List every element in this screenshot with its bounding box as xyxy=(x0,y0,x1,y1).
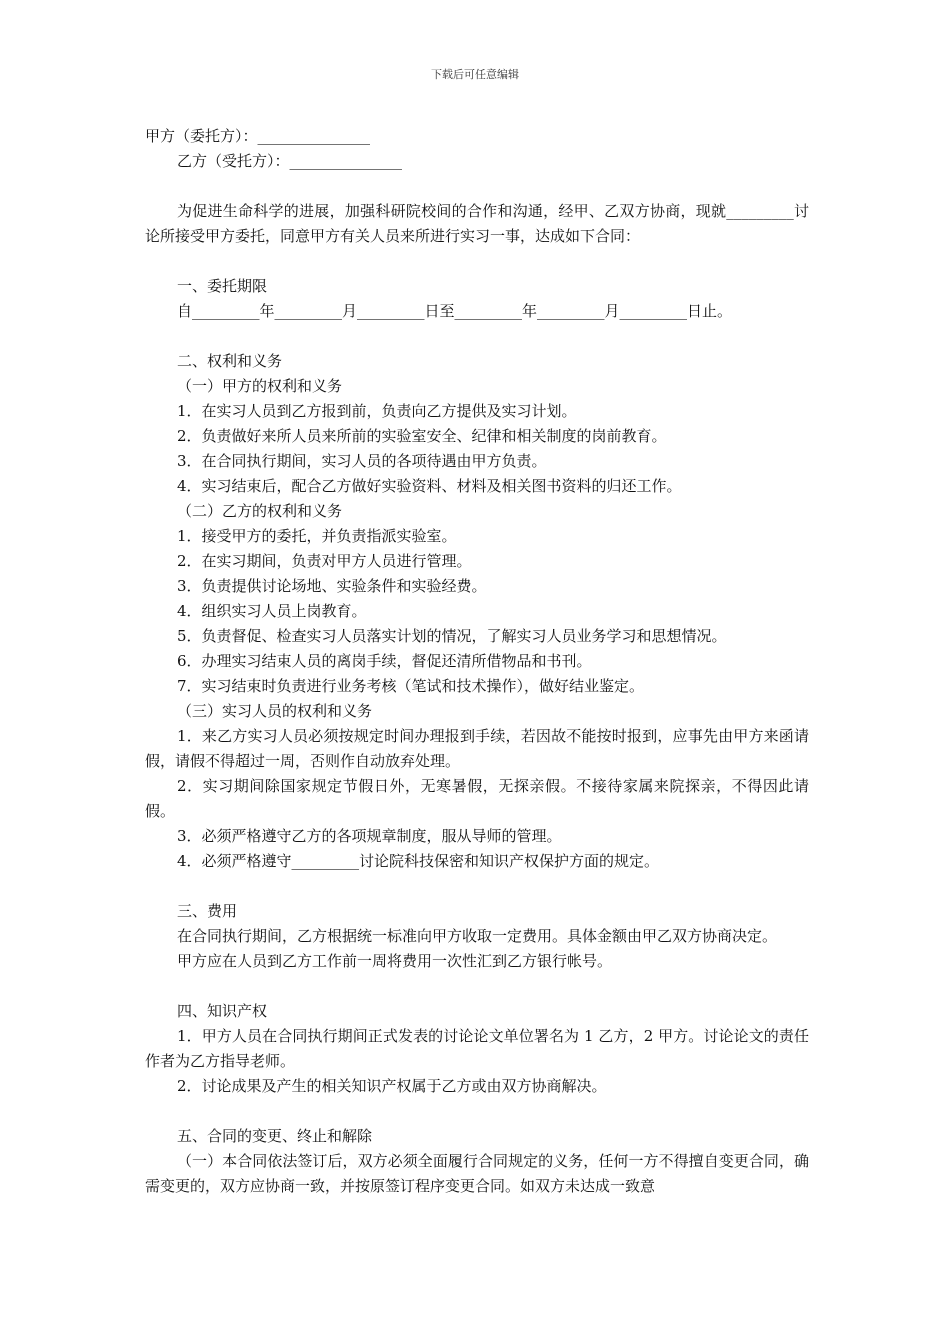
subsection-a-title: （一）甲方的权利和义务 xyxy=(177,377,343,395)
fee-paragraph: 在合同执行期间，乙方根据统一标准向甲方收取一定费用。具体金额由甲乙双方协商决定。 xyxy=(177,927,778,945)
section-1-title: 一、委托期限 xyxy=(177,277,268,295)
intro-paragraph: 为促进生命科学的进展，加强科研院校间的合作和沟通，经甲、乙双方协商，现就_________讨论所接受甲方委托，同意甲方有关人员来所进行实习一事，达成如下合同： xyxy=(145,202,809,245)
ip-paragraph: 1．甲方人员在合同执行期间正式发表的讨论论文单位署名为 1 乙方，2 甲方。讨论论文的责任作者为乙方指导老师。 xyxy=(145,1027,809,1070)
list-item: 4．实习结束后，配合乙方做好实验资料、材料及相关图书资料的归还工作。 xyxy=(177,477,682,495)
subsection-c-title: （三）实习人员的权利和义务 xyxy=(177,702,373,720)
page-header: 下载后可任意编辑 xyxy=(431,68,519,81)
list-item: 2．负责做好来所人员来所前的实验室安全、纪律和相关制度的岗前教育。 xyxy=(177,427,667,445)
list-item: 1．在实习人员到乙方报到前，负责向乙方提供及实习计划。 xyxy=(177,402,577,420)
list-item: 4．必须严格遵守_________讨论院科技保密和知识产权保护方面的规定。 xyxy=(177,852,660,870)
list-item: 3．必须严格遵守乙方的各项规章制度，服从导师的管理。 xyxy=(177,827,562,845)
list-item: 6．办理实习结束人员的离岗手续，督促还清所借物品和书刊。 xyxy=(177,652,592,670)
list-item: 4．组织实习人员上岗教育。 xyxy=(177,602,367,620)
ip-paragraph: 2．讨论成果及产生的相关知识产权属于乙方或由双方协商解决。 xyxy=(177,1077,607,1095)
list-item: 1．接受甲方的委托，并负责指派实验室。 xyxy=(177,527,457,545)
section-2-title: 二、权利和义务 xyxy=(177,352,283,370)
party-a-line: 甲方（委托方）：_______________ xyxy=(145,127,371,145)
subsection-b-title: （二）乙方的权利和义务 xyxy=(177,502,343,520)
section-5-title: 五、合同的变更、终止和解除 xyxy=(177,1127,373,1145)
fee-paragraph: 甲方应在人员到乙方工作前一周将费用一次性汇到乙方银行帐号。 xyxy=(177,952,613,970)
change-paragraph: （一）本合同依法签订后，双方必须全面履行合同规定的义务，任何一方不得擅自变更合同，确需变更的，双方应协商一致，并按原签订程序变更合同。如双方未达成一致意 xyxy=(145,1152,809,1195)
list-item: 7．实习结束时负责进行业务考核（笔试和技术操作），做好结业鉴定。 xyxy=(177,677,645,695)
term-line: 自_________年_________月_________日至_________年_________月_________日止。 xyxy=(177,302,733,320)
party-b-line: 乙方（受托方）：_______________ xyxy=(177,152,403,170)
contract-body xyxy=(145,124,809,1199)
list-item: 3．负责提供讨论场地、实验条件和实验经费。 xyxy=(177,577,487,595)
list-item: 2．实习期间除国家规定节假日外，无寒暑假，无探亲假。不接待家属来院探亲，不得因此请假。 xyxy=(145,777,809,820)
section-3-title: 三、费用 xyxy=(177,902,238,920)
list-item: 5．负责督促、检查实习人员落实计划的情况，了解实习人员业务学习和思想情况。 xyxy=(177,627,727,645)
list-item: 1．来乙方实习人员必须按规定时间办理报到手续，若因故不能按时报到，应事先由甲方来函请假，请假不得超过一周，否则作自动放弃处理。 xyxy=(145,727,809,770)
list-item: 3．在合同执行期间，实习人员的各项待遇由甲方负责。 xyxy=(177,452,547,470)
section-4-title: 四、知识产权 xyxy=(177,1002,268,1020)
list-item: 2．在实习期间，负责对甲方人员进行管理。 xyxy=(177,552,472,570)
